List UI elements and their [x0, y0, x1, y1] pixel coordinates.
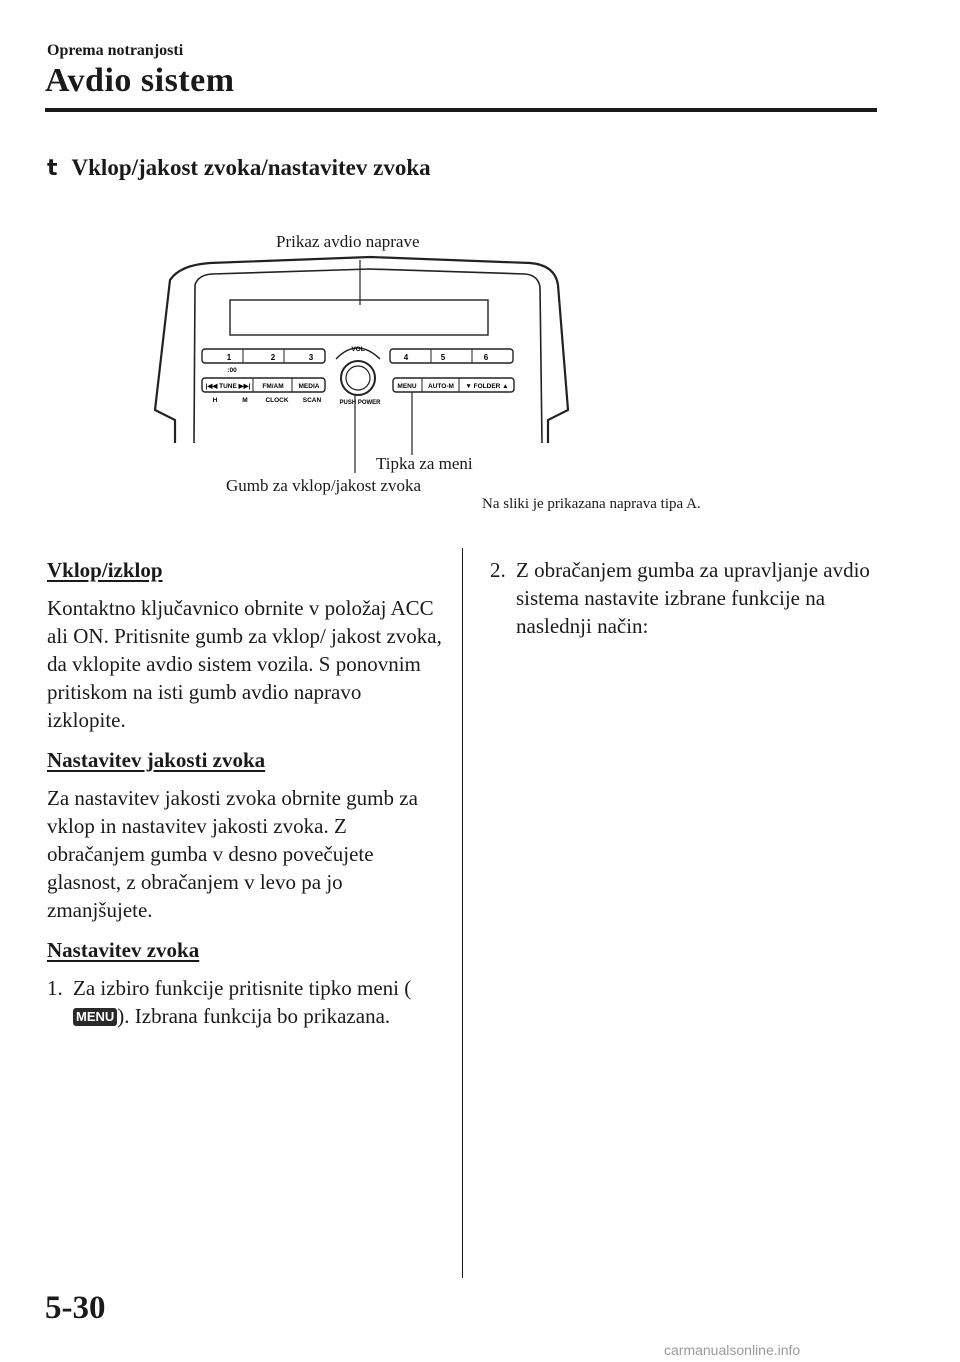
preset-6-label: 6: [483, 353, 489, 362]
push-power-label: PUSH POWER: [339, 400, 381, 406]
steps-list-left: [47, 974, 442, 1030]
header-rule: [45, 108, 877, 112]
step-1-number: 1.: [47, 976, 63, 1000]
page-number: 5-30: [45, 1290, 106, 1326]
folder-button-label: ▼ FOLDER ▲: [465, 383, 509, 390]
menu-button-label: MENU: [397, 383, 417, 390]
automem-button-label: AUTO-M: [428, 383, 454, 390]
scan-label: SCAN: [302, 397, 322, 404]
list-item: [490, 556, 890, 640]
vol-label: VOL: [351, 346, 365, 353]
preset-4-label: 4: [403, 353, 409, 362]
preset-3-label: 3: [308, 353, 314, 362]
media-button-label: MEDIA: [298, 383, 320, 390]
left-column: [47, 556, 442, 1030]
page-title: Avdio sistem: [45, 62, 235, 99]
preset-button-group-left: [202, 349, 325, 363]
power-knob-callout: Gumb za vklop/jakost zvoka: [226, 476, 421, 495]
section-label: Oprema notranjosti: [47, 42, 184, 59]
right-column: [490, 556, 890, 640]
column-divider: [462, 548, 463, 1278]
hour-label: H: [212, 397, 218, 404]
menu-button-callout: Tipka za meni: [376, 454, 473, 473]
preset-2-label: 2: [270, 353, 276, 362]
steps-list-right: [490, 556, 890, 640]
step-2-number: 2.: [490, 558, 506, 582]
power-heading: Vklop/izklop: [47, 558, 163, 582]
subsection-heading: [47, 155, 431, 181]
list-item: [47, 974, 442, 1030]
subsection-title: Vklop/jakost zvoka/nastavitev zvoka: [71, 155, 431, 180]
minute-label: M: [242, 397, 248, 404]
power-paragraph: Kontaktno ključavnico obrnite v položaj ACC ali ON. Pritisnite gumb za vklop/ jakost zvoka, da vklopite avdio sistem vozila. S ponovnim pritiskom na isti gumb avdio napravo izklopite.: [47, 596, 442, 732]
tune-button-label: |◀◀ TUNE ▶▶|: [205, 383, 251, 390]
display-label: Prikaz avdio naprave: [276, 232, 420, 251]
menu-key-icon: MENU: [73, 1008, 117, 1026]
fmam-button-label: FM/AM: [262, 383, 284, 390]
sound-heading: Nastavitev zvoka: [47, 938, 200, 962]
volume-paragraph: Za nastavitev jakosti zvoka obrnite gumb za vklop in nastavitev jakosti zvoka. Z obračanjem gumba v desno povečujete glasnost, z obračanjem v levo pa jo zmanjšujete.: [47, 786, 418, 922]
subsection-marker-icon: t: [47, 155, 58, 181]
volume-heading: Nastavitev jakosti zvoka: [47, 748, 266, 772]
preset-1-label: 1: [226, 353, 232, 362]
figure-caption: Na sliki je prikazana naprava tipa A.: [482, 496, 701, 512]
step-1-text: Za izbiro funkcije pritisnite tipko meni (MENU ). Izbrana funkcija bo prikazana.: [73, 976, 412, 1028]
preset-5-label: 5: [440, 353, 446, 362]
watermark: carmanualsonline.info: [664, 1342, 801, 1358]
preset-button-group-right: [390, 349, 513, 363]
audio-unit-figure: [140, 225, 580, 485]
step-2-text: Z obračanjem gumba za upravljanje avdio sistema nastavite izbrane funkcije na naslednji način:: [516, 558, 870, 638]
clock-label: CLOCK: [265, 397, 289, 404]
clock-mark-label: :00: [227, 367, 237, 374]
audio-display: [230, 300, 488, 335]
